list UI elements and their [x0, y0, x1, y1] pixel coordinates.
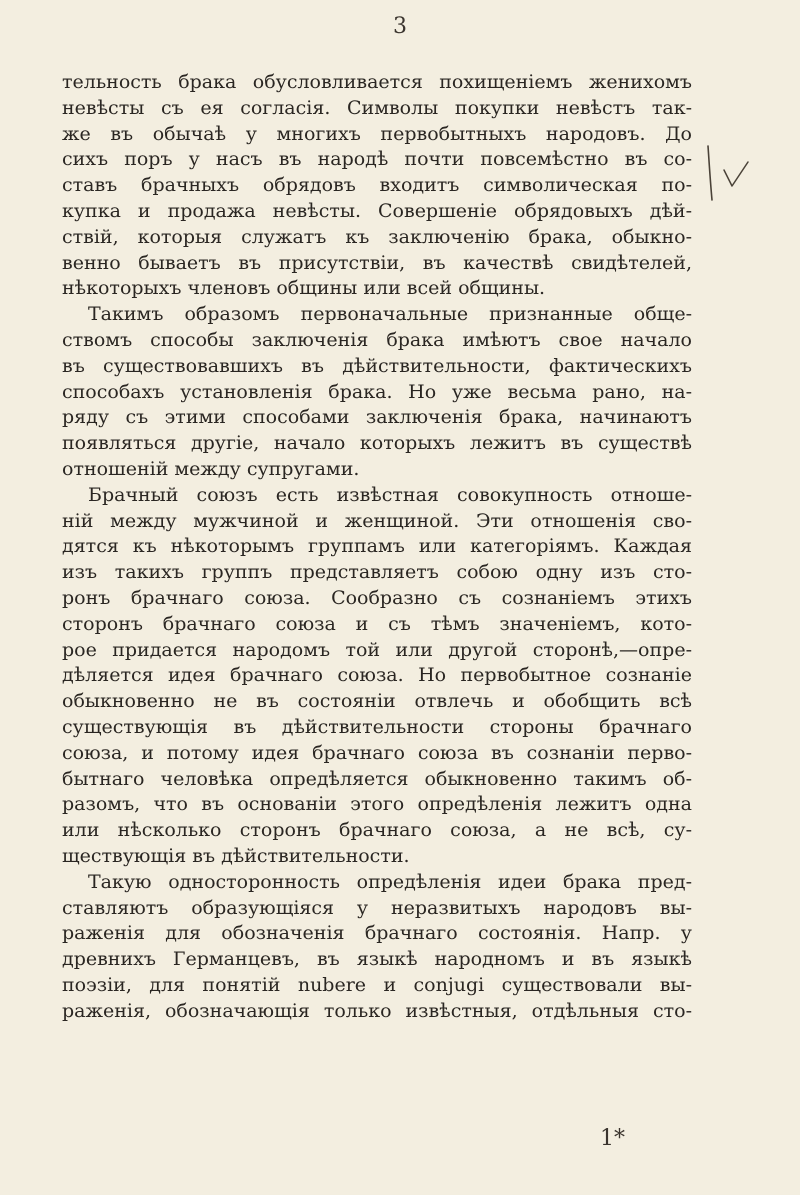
text-line: или нѣсколько сторонъ брачнаго союза, а не всѣ, су- [62, 819, 692, 842]
text-line: невѣсты съ ея согласія. Символы покупки невѣстъ так- [62, 96, 692, 119]
text-line: ставляютъ образующіяся у неразвитыхъ народовъ вы- [62, 896, 692, 919]
text-line: способахъ установленія брака. Но уже весьма рано, на- [62, 380, 692, 403]
text-line: ствомъ способы заключенія брака имѣютъ свое начало [62, 328, 692, 351]
text-line: Такимъ образомъ первоначальные признанные обще- [88, 303, 692, 326]
text-line: нѣкоторыхъ членовъ общины или всей общины. [62, 277, 546, 300]
text-line: бытнаго человѣка опредѣляется обыкновенно такимъ об- [62, 767, 692, 790]
text-line: ронъ брачнаго союза. Сообразно съ сознаніемъ этихъ [62, 586, 692, 609]
text-line: ряду съ этими способами заключенія брака, начинаютъ [62, 406, 692, 429]
text-line: появляться другіе, начало которыхъ лежитъ въ существѣ [62, 432, 692, 455]
text-line: ствій, которыя служатъ къ заключенію брака, обыкно- [62, 225, 692, 248]
text-line: рое придается народомъ той или другой сторонѣ,—опре- [62, 638, 692, 661]
text-line: ставъ брачныхъ обрядовъ входитъ символическая по- [62, 174, 692, 197]
text-line: Такую односторонность опредѣленія идеи брака пред- [88, 870, 692, 893]
text-line: сторонъ брачнаго союза и съ тѣмъ значеніемъ, кото- [62, 612, 692, 635]
text-line: разомъ, что въ основаніи этого опредѣленія лежитъ одна [62, 793, 692, 816]
text-line: ществующія въ дѣйствительности. [62, 844, 410, 867]
text-line: изъ такихъ группъ представляетъ собою одну изъ сто- [62, 561, 692, 584]
text-line: обыкновенно не въ состояніи отвлечь и обобщить всѣ [62, 690, 692, 713]
signature-mark: 1* [600, 1126, 625, 1151]
text-line: венно бываетъ въ присутствіи, въ качествѣ свидѣтелей, [62, 251, 692, 274]
text-line: раженія для обозначенія брачнаго состоянія. Напр. у [62, 922, 692, 945]
body-text [62, 70, 692, 1024]
text-line: раженія, обозначающія только извѣстныя, отдѣльныя сто- [62, 999, 692, 1022]
text-line: же въ обычаѣ у многихъ первобытныхъ народовъ. До [62, 122, 692, 145]
text-line: ній между мужчиной и женщиной. Эти отношенія сво- [62, 509, 692, 532]
text-line: союза, и потому идея брачнаго союза въ сознаніи перво- [62, 741, 692, 764]
text-line: дятся къ нѣкоторымъ группамъ или категоріямъ. Каждая [62, 535, 692, 558]
text-line: поэзіи, для понятій nubere и conjugi существовали вы- [62, 973, 692, 996]
text-line: сихъ поръ у насъ въ народѣ почти повсемѣстно въ со- [62, 148, 692, 171]
text-line: Брачный союзъ есть извѣстная совокупность отноше- [88, 483, 692, 506]
text-line: древнихъ Германцевъ, въ языкѣ народномъ и въ языкѣ [62, 948, 692, 971]
text-line: существующія въ дѣйствительности стороны брачнаго [62, 715, 692, 738]
text-line: тельность брака обусловливается похищеніемъ женихомъ [62, 71, 692, 93]
text-line: въ существовавшихъ въ дѣйствительности, фактическихъ [62, 354, 692, 377]
text-line: купка и продажа невѣсты. Совершеніе обрядовыхъ дѣй- [62, 199, 692, 222]
handwritten-checkmark-icon [700, 140, 760, 210]
text-line: отношеній между супругами. [62, 457, 360, 480]
text-line: дѣляется идея брачнаго союза. Но первобытное сознаніе [62, 664, 692, 687]
page-number: 3 [393, 14, 407, 39]
